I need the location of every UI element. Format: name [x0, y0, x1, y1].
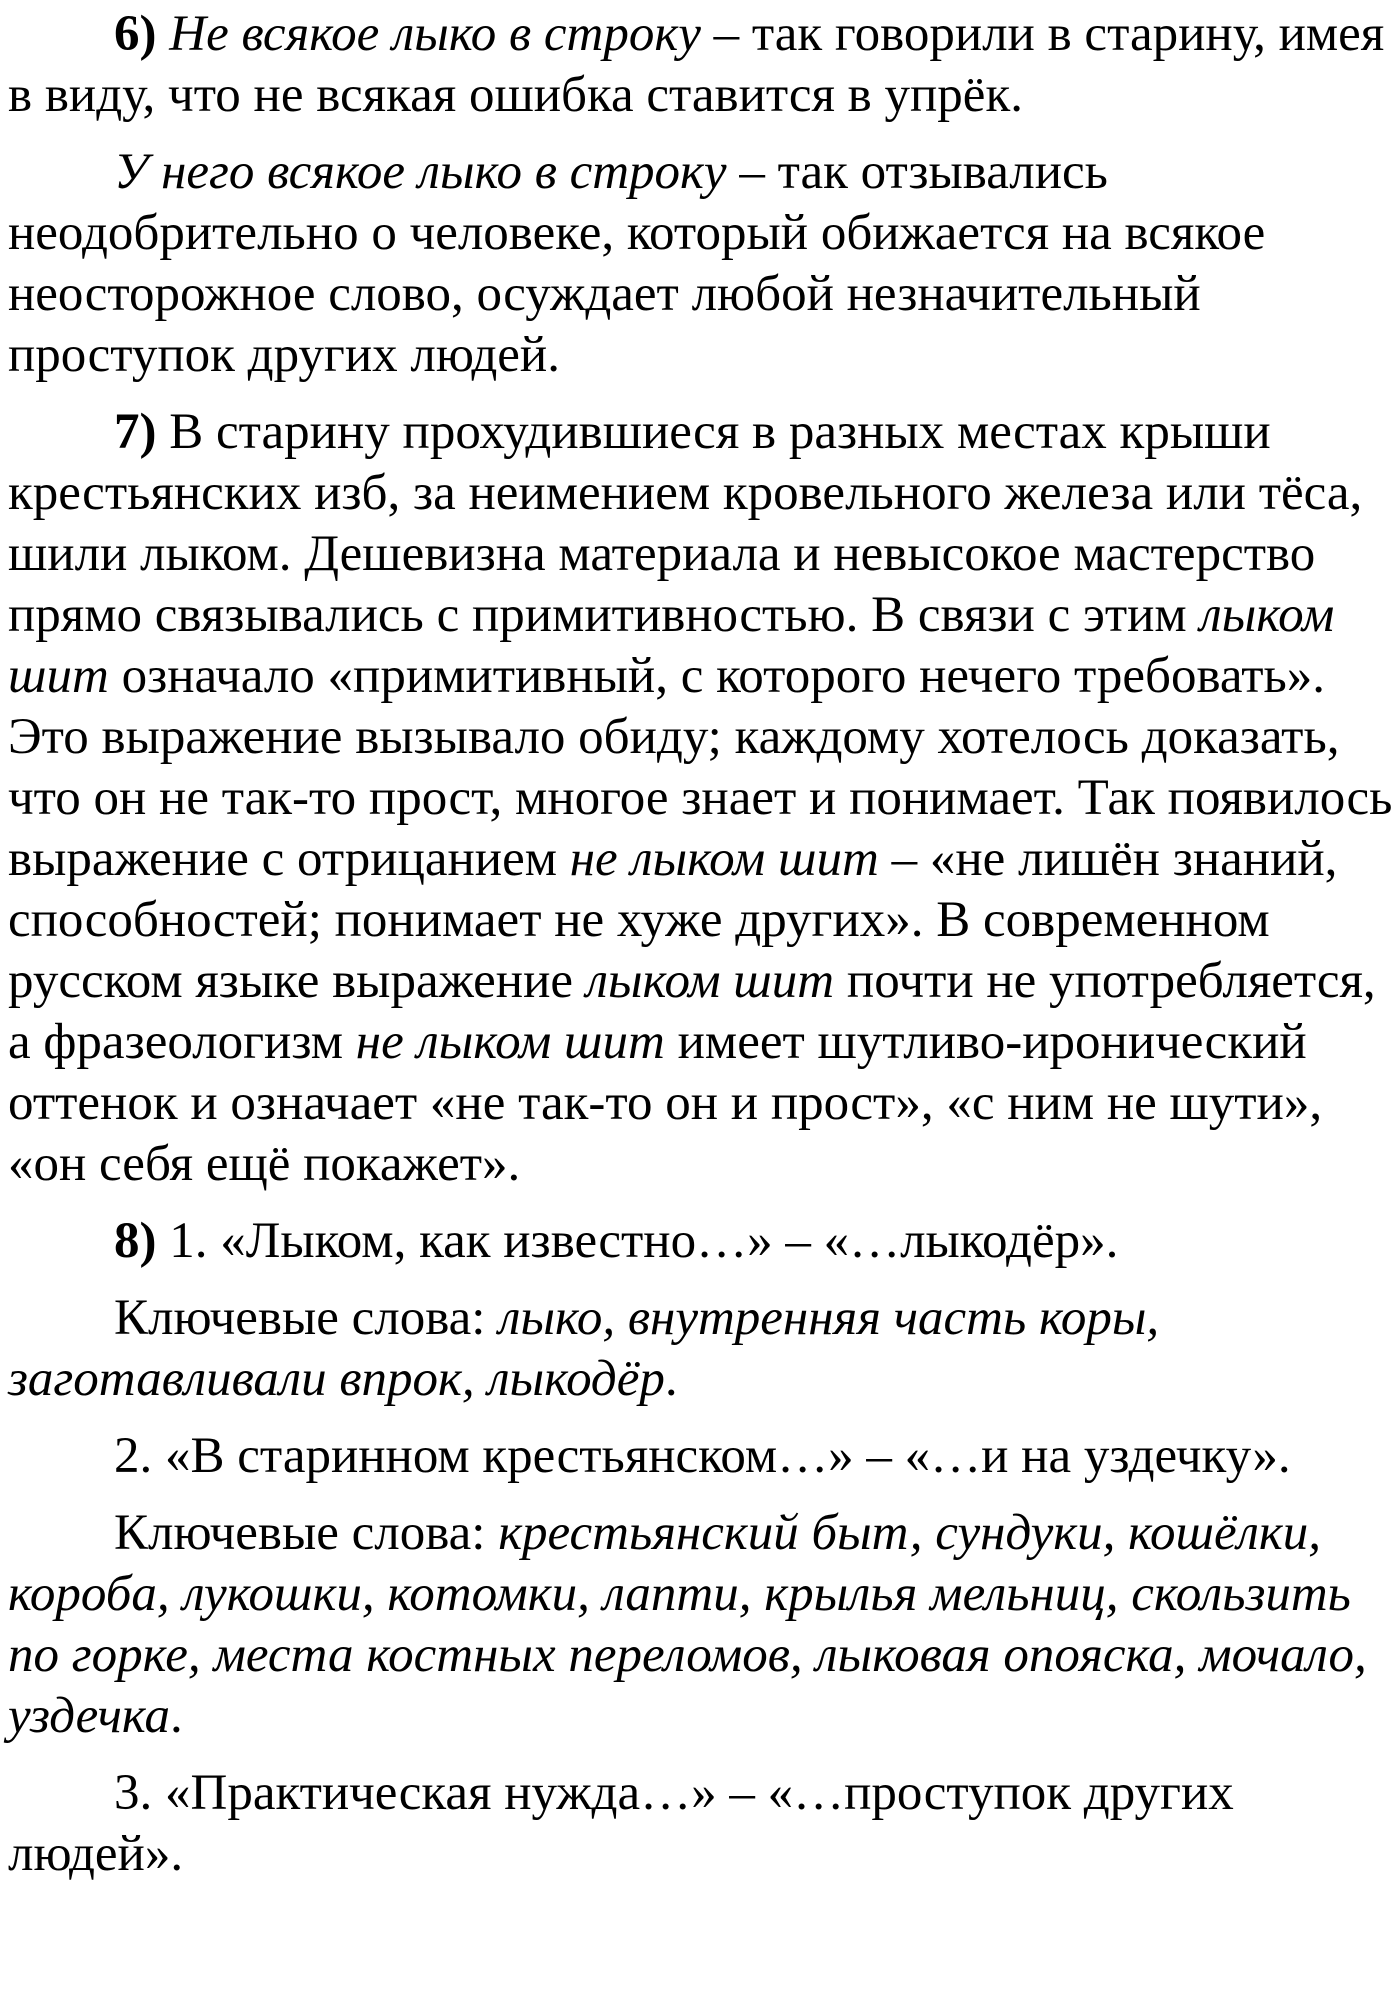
paragraph-text: означало «примитивный, с которого нечего требовать». Это выражение вызывало обиду; каждому хотелось доказать, что он не так-то прост, многое знает и понимает. Так появилось выражение с отрицанием — [8, 648, 1393, 887]
keywords-list: крестьянский быт, сундуки, кошёлки, короба, лукошки, котомки, лапти, крылья мельниц, скользить по горке, места костных переломов, лыковая опояска, мочало, уздечка — [8, 1505, 1367, 1744]
paragraph-text: 2. «В старинном крестьянском…» – «…и на уздечку». — [114, 1428, 1291, 1484]
paragraph-text: 1. «Лыком, как известно…» – «…лыкодёр». — [156, 1213, 1119, 1269]
paragraph-text: 3. «Практическая нужда…» – «…проступок других людей». — [8, 1765, 1234, 1882]
paragraph-item-8 — [8, 1211, 1393, 1272]
document-page — [8, 0, 1393, 1885]
keywords-label: Ключевые слова: — [114, 1290, 499, 1346]
idiom-phrase: У него всякое лыко в строку — [114, 144, 727, 200]
keywords-list: лыко, внутренняя часть коры, заготавливали впрок, лыкодёр — [8, 1290, 1160, 1407]
paragraph-part-3 — [8, 1763, 1393, 1885]
idiom-phrase: лыком шит — [8, 587, 1335, 704]
item-number: 8) — [114, 1213, 157, 1269]
paragraph-text: – так отзывались неодобрительно о человеке, который обижается на всякое неосторожное слово, осуждает любой незначительный проступок других людей. — [8, 144, 1266, 383]
paragraph-text: – «не лишён знаний, способностей; понимает не хуже других». В современном русском языке выражение — [8, 831, 1338, 1009]
paragraph-item-7 — [8, 402, 1393, 1195]
idiom-phrase: не лыком шит — [355, 1014, 665, 1070]
paragraph-text: почти не употребляется, а фразеологизм — [8, 953, 1376, 1070]
paragraph-text: – так говорили в старину, имея в виду, что не всякая ошибка ставится в упрёк. — [8, 6, 1385, 123]
item-number: 7) — [114, 404, 157, 460]
keywords-label: Ключевые слова: — [114, 1505, 499, 1561]
paragraph-item-6 — [8, 4, 1393, 126]
idiom-phrase: Не всякое лыко в строку — [169, 6, 701, 62]
paragraph-text: имеет шутливо-иронический оттенок и означает «не так-то он и прост», «с ним не шути», «он себя ещё покажет». — [8, 1014, 1323, 1192]
paragraph-part-2 — [8, 1426, 1393, 1487]
keywords-paragraph-2 — [8, 1503, 1393, 1747]
paragraph-text: . — [664, 1351, 678, 1407]
keywords-paragraph-1 — [8, 1288, 1393, 1410]
idiom-phrase: не лыком шит — [569, 831, 879, 887]
item-number: 6) — [114, 6, 157, 62]
paragraph-item-6-continued — [8, 142, 1393, 386]
idiom-phrase: лыком шит — [585, 953, 835, 1009]
paragraph-text: . — [170, 1688, 183, 1744]
paragraph-text: В старину прохудившиеся в разных местах крыши крестьянских изб, за неимением кровельного железа или тёса, шили лыком. Дешевизна материала и невысокое мастерство прямо связывались с примитивностью. В связи с этим — [8, 404, 1363, 643]
